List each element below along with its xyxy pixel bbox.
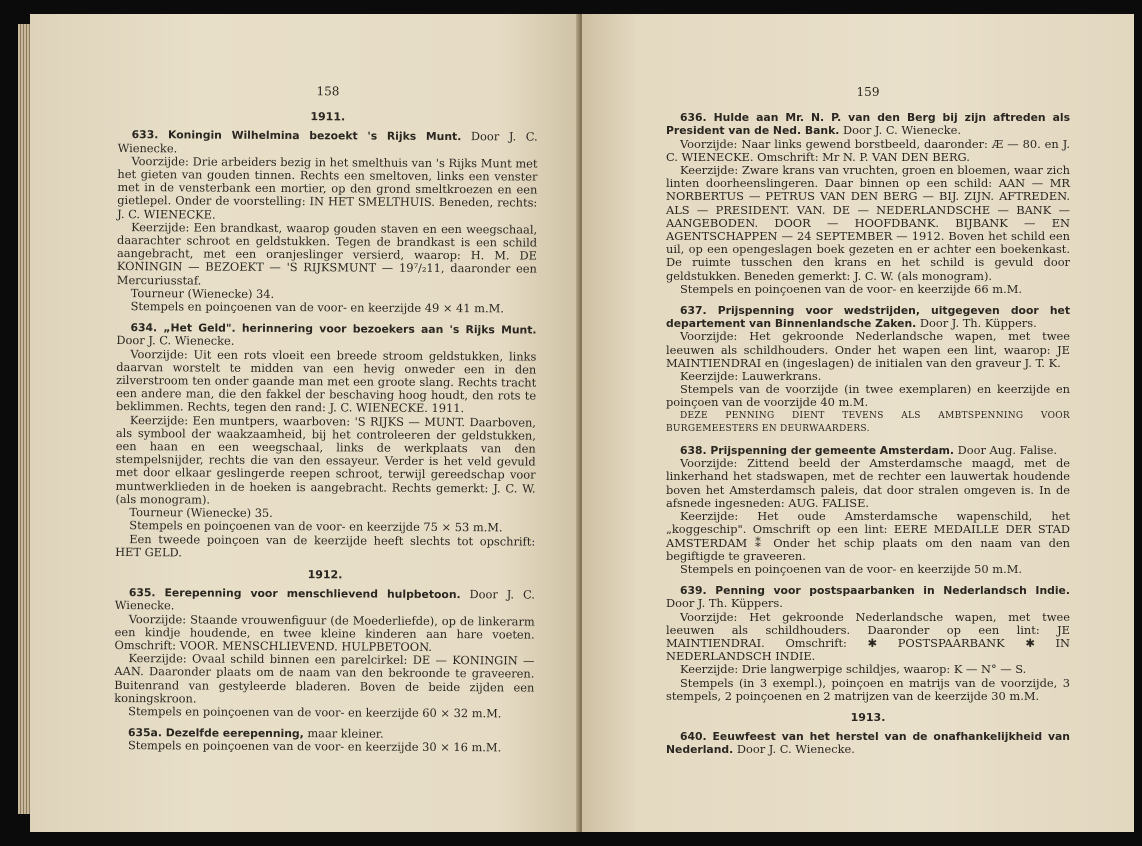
entry-author: Door J. C. Wienecke. (736, 742, 855, 757)
left-text-column (114, 84, 538, 763)
entry-paragraph: Stempels van de voorzijde (in twee exemplaren) en keerzijde en poinçoen van de voorzijde 40 m.M. (666, 382, 1070, 410)
entry-heading: 640. Eeuwfeest van het herstel van de onafhankelijkheid van Nederland. (666, 730, 1070, 757)
year-heading: 1913. (850, 710, 886, 724)
page-number: 159 (856, 85, 880, 99)
left-page (30, 14, 580, 832)
entry-paragraph: Tourneur (Wienecke) 35. (129, 505, 273, 521)
catalog-entry-634 (115, 321, 536, 561)
catalog-entry-639 (666, 584, 1070, 703)
entry-heading: 635. Eerepenning voor menschlievend hulpbetoon. (128, 586, 461, 602)
catalog-entry-633 (117, 128, 538, 315)
year-heading: 1911. (310, 110, 346, 124)
entry-heading: 638. Prijspenning der gemeente Amsterdam. (680, 444, 954, 458)
entry-heading: 634. „Het Geld". herinnering voor bezoekers aan 's Rijks Munt. (130, 321, 537, 337)
catalog-entry-635 (114, 586, 535, 721)
entry-heading: 637. Prijspenning voor wedstrijden, uitgegeven door het departement van Binnenlandsche Zaken. (666, 304, 1070, 331)
entry-paragraph: Voorzijde: Drie arbeiders bezig in het smelthuis van 's Rijks Munt met het gieten van gouden tinnen. Rechts een smeltoven, links een venster met in de vensterbank een mortier, op den grond smeltkroezen en een gietlepel. Onder de voorstelling: IN HET SMELTHUIS. Beneden, rechts: J. C. WIENECKE. (117, 153, 538, 222)
entry-author: Door J. Th. Küppers. (666, 596, 783, 611)
entry-author: Door Aug. Falise. (957, 443, 1058, 458)
entry-paragraph: Stempels en poinçoenen van de voor- en keerzijde 49 × 41 m.M. (130, 299, 504, 316)
entry-paragraph: Tourneur (Wienecke) 34. (130, 285, 275, 301)
entry-paragraph: Voorzijde: Het gekroonde Nederlandsche wapen, met twee leeuwen als schildhouders. Onder het wapen een lint, waarop: JE MAINTIENDRAI en (ingeslagen) de initialen van den graveur J. T. K. (666, 329, 1070, 370)
entry-heading: 636. Hulde aan Mr. N. P. van den Berg bij zijn aftreden als President van de Ned. Bank. (666, 111, 1070, 138)
entry-paragraph: Stempels (in 3 exempl.), poinçoen en matrijs van de voorzijde, 3 stempels, 2 poinçoenen en 2 matrijzen van de keerzijde 30 m.M. (666, 675, 1070, 703)
entry-note: DEZE PENNING DIENT TEVENS ALS AMBTSPENNING VOOR BURGEMEESTERS EN DEURWAARDERS. (666, 410, 1070, 434)
right-text-column (666, 86, 1070, 765)
entry-paragraph: Voorzijde: Staande vrouwenfiguur (de Moederliefde), op de linkerarm een kindje houdende, en twee kleine kinderen aan hare voeten. Omschrift: VOOR. MENSCHLIEVEND. HULPBETOON. (114, 611, 535, 654)
right-page (582, 14, 1134, 832)
entry-heading: 639. Penning voor postspaarbanken in Nederlandsch Indie. (680, 584, 1070, 598)
entry-paragraph: Voorzijde: Het gekroonde Nederlandsche wapen, met twee leeuwen als schildhouders. Daaronder op een lint: JE MAINTIENDRAI. Omschrift: ✱ POSTSPAARBANK ✱ IN NEDERLANDSCH INDIE. (666, 609, 1070, 664)
catalog-entry-640 (666, 730, 1070, 756)
entry-author: Door J. Th. Küppers. (919, 316, 1037, 331)
entry-paragraph: Voorzijde: Uit een rots vloeit een breede stroom geldstukken, links daarvan worstelt te midden van een hevig onweder een in den zilverstroom ten onder gaande man met een groote slang. Rechts tracht een andere man, die den fakkel der beschaving hoog houdt, den rots te beklimmen. Rechts, tegen den rand: J. C. WIENECKE. 1911. (115, 346, 537, 416)
open-book (26, 14, 1134, 832)
entry-heading: 633. Koningin Wilhelmina bezoekt 's Rijks Munt. (131, 128, 462, 144)
entry-paragraph: Stempels en poinçoenen van de voor- en keerzijde 60 × 32 m.M. (128, 704, 502, 721)
catalog-entry-636 (666, 111, 1070, 296)
entry-text: maar kleiner. (307, 726, 384, 741)
entry-paragraph: Keerzijde: Zware krans van vruchten, groen en bloemen, waar zich linten doorheenslingeren. Daar binnen op een schild: AAN — MR NORBERTUS — PETRUS VAN DEN BERG — BIJ. ZIJN. AFTREDEN. ALS — PRESIDENT. VAN. DE — NEDERLANDSCHE — BANK — AANGEBODEN. DOOR — HOOFDBANK. BIJBANK — EN AGENTSCHAPPEN — 24 SEPTEMBER — 1912. Boven het schild een uil, op een opengeslagen boek gezeten en er achter een boekenkast. De ruimte tusschen den krans en het schild is gevuld door geldstukken. Beneden gemerkt: J. C. W. (als monogram). (666, 163, 1070, 283)
catalog-entry-635a (114, 726, 534, 755)
entry-paragraph: Keerzijde: Ovaal schild binnen een parelcirkel: DE — KONINGIN — AAN. Daaronder plaats om de naam van den bekroonde te graveeren. Buitenrand van gestyleerde bladeren. Boven de beide zijden een koningskroon. (114, 651, 535, 706)
entry-paragraph: Keerzijde: Het oude Amsterdamsche wapenschild, het „koggeschip". Omschrift op een lint: EERE MEDAILLE DER STAD AMSTERDAM ⁑ Onder het schip plaats om den naam van den begiftigde te graveeren. (666, 509, 1070, 563)
year-heading: 1912. (307, 568, 343, 582)
entry-paragraph: Voorzijde: Zittend beeld der Amsterdamsche maagd, met de linkerhand het stadswapen, met de rechter een lauwertak houdende boven het Amsterdamsch paleis, dat door stralen omgeven is. In de afsnede ingesneden: AUG. FALISE. (666, 456, 1070, 510)
entry-paragraph: Stempels en poinçoenen van de voor- en keerzijde 30 × 16 m.M. (127, 738, 502, 755)
entry-paragraph: Keerzijde: Lauwerkrans. (680, 369, 822, 384)
entry-author: Door J. C. Wienecke. (114, 587, 535, 613)
entry-author: Door J. C. Wienecke. (116, 333, 235, 349)
entry-author: Door J. C. Wienecke. (842, 123, 961, 138)
entry-author: Door J. C. Wienecke. (117, 129, 538, 155)
catalog-entry-638 (666, 444, 1070, 576)
entry-heading: 635a. Dezelfde eerepenning, (127, 726, 304, 741)
entry-paragraph: Stempels en poinçoenen van de voor- en keerzijde 66 m.M. (680, 281, 1022, 296)
entry-paragraph: Stempels en poinçoenen van de voor- en keerzijde 75 × 53 m.M. (129, 518, 503, 535)
entry-paragraph: Een tweede poinçoen van de keerzijde heeft slechts tot opschrift: HET GELD. (115, 531, 536, 560)
entry-paragraph: Voorzijde: Naar links gewend borstbeeld, daaronder: Æ — 80. en J. C. WIENECKE. Omschrift: Mr N. P. VAN DEN BERG. (666, 136, 1070, 164)
catalog-entry-637 (666, 304, 1070, 436)
entry-paragraph: Keerzijde: Een muntpers, waarboven: 'S RIJKS — MUNT. Daarboven, als symbool der waakzaamheid, bij het controleeren der geldstukken, een haan en een weegschaal, links de werkplaats van den stempelsnijder, rechts die van den essayeur. Verder is het veld gevuld met door elkaar geslingerde reepen schroot, terwijl gereedschap voor muntwerklieden in de hoeken is aangebracht. Rechts gemerkt: J. C. W. (als monogram). (115, 412, 536, 507)
entry-paragraph: Keerzijde: Een brandkast, waarop gouden staven en een weegschaal, daarachter schroot en geldstukken. Tegen de brandkast is een schild aangebracht, met een oranjeslinger versierd, waarop: H. M. DE KONINGIN — BEZOEKT — 'S RIJKSMUNT — 19⁷/₂11, daaronder een Mercuriusstaf. (116, 219, 538, 288)
entry-paragraph: Keerzijde: Drie langwerpige schildjes, waarop: K — N° — S. (680, 662, 1027, 677)
page-number: 158 (316, 84, 340, 99)
entry-paragraph: Stempels en poinçoenen van de voor- en keerzijde 50 m.M. (680, 561, 1022, 576)
